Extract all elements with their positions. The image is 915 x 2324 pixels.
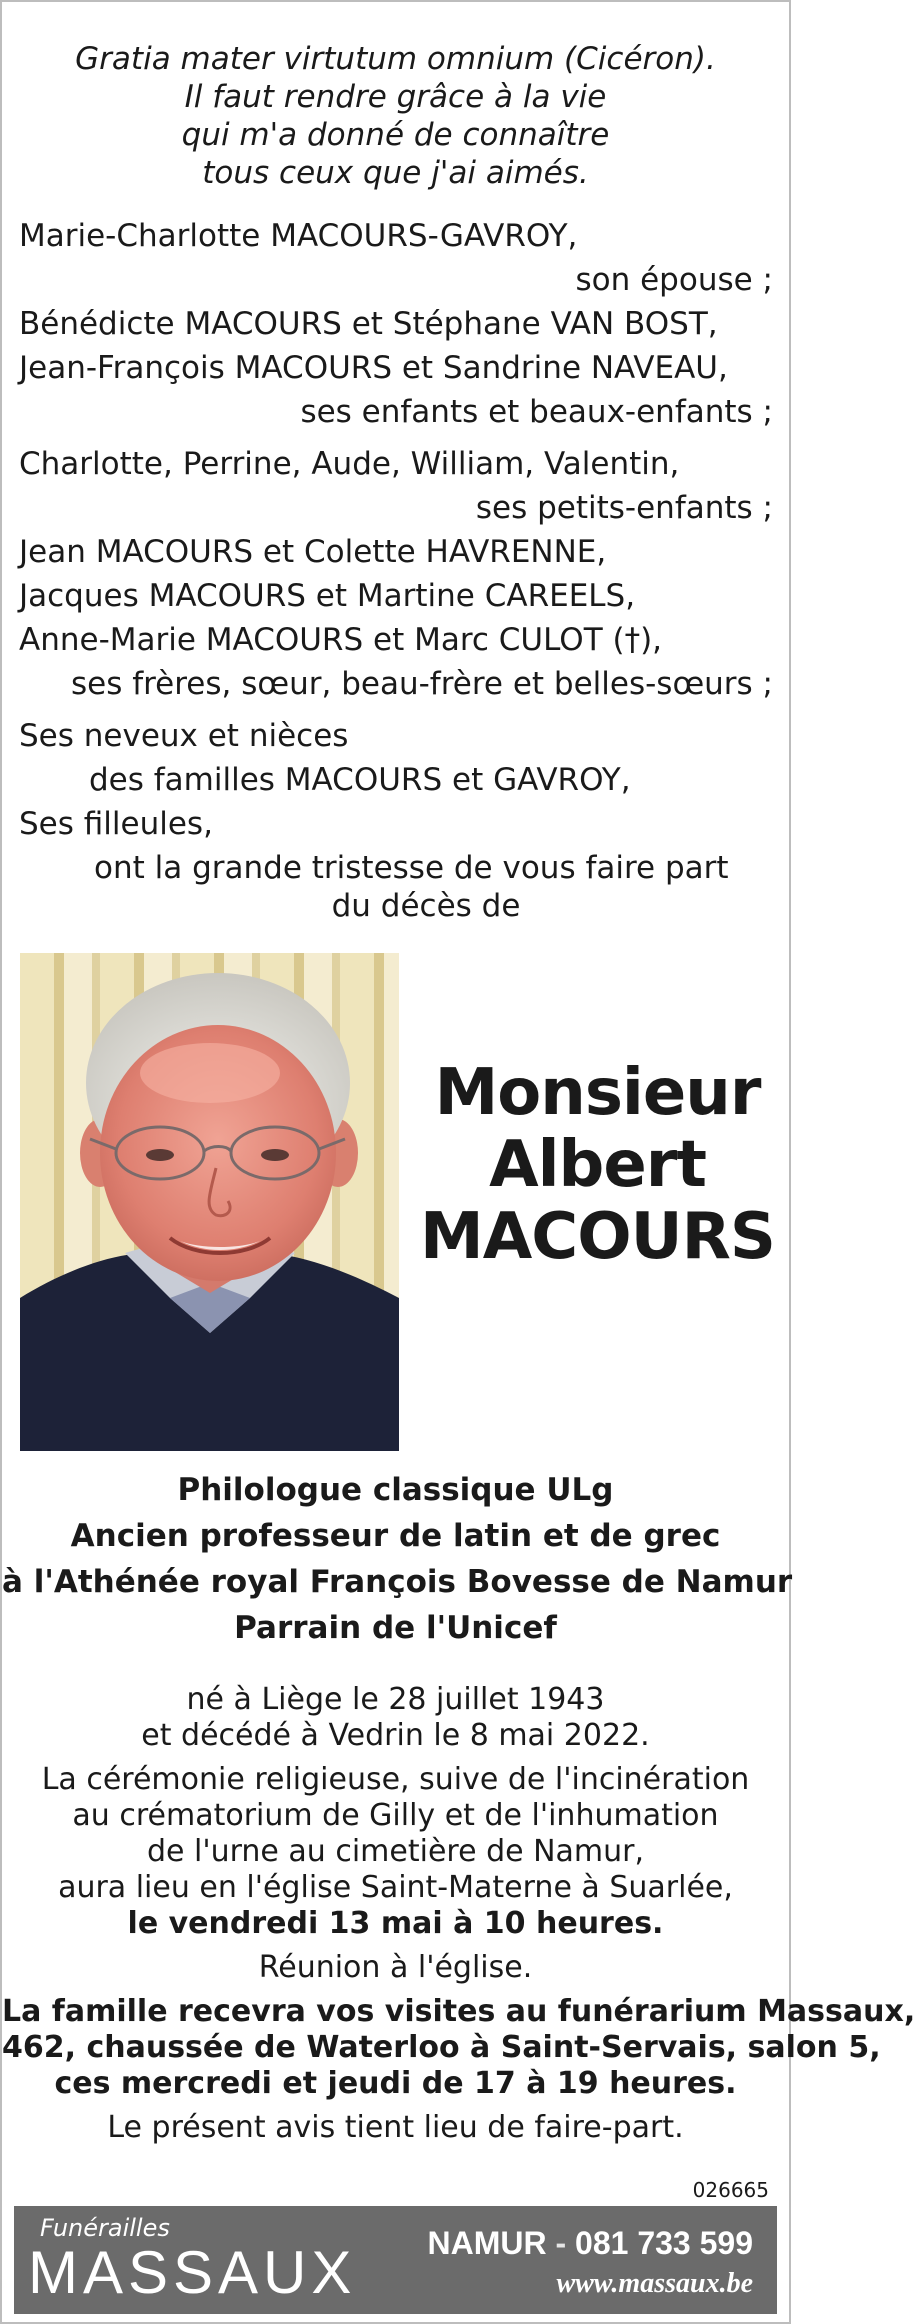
quote-line: Gratia mater virtutum omnium (Cicéron). — [75, 41, 716, 77]
family-list — [19, 214, 773, 928]
visits-line: ces mercredi et jeudi de 17 à 19 heures. — [54, 2066, 737, 2101]
visits-line: 462, chaussée de Waterloo à Saint-Servais, salon 5, — [2, 2030, 881, 2065]
separator: - — [555, 2225, 567, 2261]
name-line: MACOURS — [420, 1200, 775, 1274]
child-line: Bénédicte MACOURS et Stéphane VAN BOST, — [19, 306, 718, 342]
city-label: NAMUR — [427, 2225, 547, 2261]
siblings-role: ses frères, sœur, beau-frère et belles-sœurs ; — [70, 666, 773, 702]
quote-line: Il faut rendre grâce à la vie — [184, 79, 607, 115]
title-line: Philologue classique ULg — [177, 1472, 614, 1508]
quote-line: qui m'a donné de connaître — [181, 117, 610, 153]
nephews-families: des familles MACOURS et GAVROY, — [89, 762, 631, 798]
sibling-line: Jean MACOURS et Colette HAVRENNE, — [19, 534, 607, 570]
title-line: à l'Athénée royal François Bovesse de Namur — [2, 1564, 793, 1600]
grandchildren-names: Charlotte, Perrine, Aude, William, Valentin, — [19, 446, 680, 482]
announcement-line: ont la grande tristesse de vous faire part — [94, 850, 729, 886]
announcement-line: du décès de — [331, 888, 521, 924]
title-line: Ancien professeur de latin et de grec — [70, 1518, 721, 1554]
epigraph-quote — [2, 40, 789, 192]
ceremony-line: au crématorium de Gilly et de l'inhumation — [72, 1798, 719, 1833]
quote-line: tous ceux que j'ai aimés. — [202, 155, 589, 191]
title-line: Parrain de l'Unicef — [234, 1610, 557, 1646]
visits-line: La famille recevra vos visites au funérarium Massaux, — [2, 1994, 915, 2029]
godchildren-line: Ses filleules, — [19, 806, 213, 842]
birth-line: né à Liège le 28 juillet 1943 — [186, 1682, 605, 1717]
deceased-name — [402, 1057, 793, 1273]
spouse-name: Marie-Charlotte MACOURS-GAVROY, — [19, 218, 578, 254]
reference-number: 026665 — [692, 2178, 769, 2202]
spouse-role: son épouse ; — [575, 262, 773, 298]
funeral-home-banner — [14, 2206, 777, 2314]
funerailles-label: Funérailles — [40, 2214, 170, 2242]
brand-logo-text: MASSAUX — [28, 2239, 357, 2306]
phone-number: 081 733 599 — [575, 2225, 753, 2261]
children-role: ses enfants et beaux-enfants ; — [300, 394, 773, 430]
sibling-line: Anne-Marie MACOURS et Marc CULOT (†), — [19, 622, 663, 658]
grandchildren-role: ses petits-enfants ; — [475, 490, 773, 526]
sibling-line: Jacques MACOURS et Martine CAREELS, — [19, 578, 636, 614]
ceremony-line: La cérémonie religieuse, suive de l'incinération — [41, 1762, 750, 1797]
child-line: Jean-François MACOURS et Sandrine NAVEAU, — [19, 350, 728, 386]
ceremony-date: le vendredi 13 mai à 10 heures. — [127, 1906, 664, 1941]
ceremony-line: aura lieu en l'église Saint-Materne à Suarlée, — [58, 1870, 733, 1905]
nephews-line: Ses neveux et nièces — [19, 718, 349, 754]
ceremony-line: de l'urne au cimetière de Namur, — [146, 1834, 645, 1869]
portrait-photo — [20, 953, 399, 1451]
meeting-line: Réunion à l'église. — [258, 1950, 533, 1985]
ceremony-details — [2, 1682, 915, 2146]
name-line: Monsieur — [434, 1056, 761, 1130]
contact-phone — [428, 2224, 753, 2262]
name-line: Albert — [489, 1128, 706, 1202]
notice-line: Le présent avis tient lieu de faire-part. — [107, 2110, 684, 2145]
website-link[interactable]: www.massaux.be — [556, 2268, 753, 2299]
deceased-titles — [2, 1467, 793, 1651]
death-line: et décédé à Vedrin le 8 mai 2022. — [141, 1718, 650, 1753]
